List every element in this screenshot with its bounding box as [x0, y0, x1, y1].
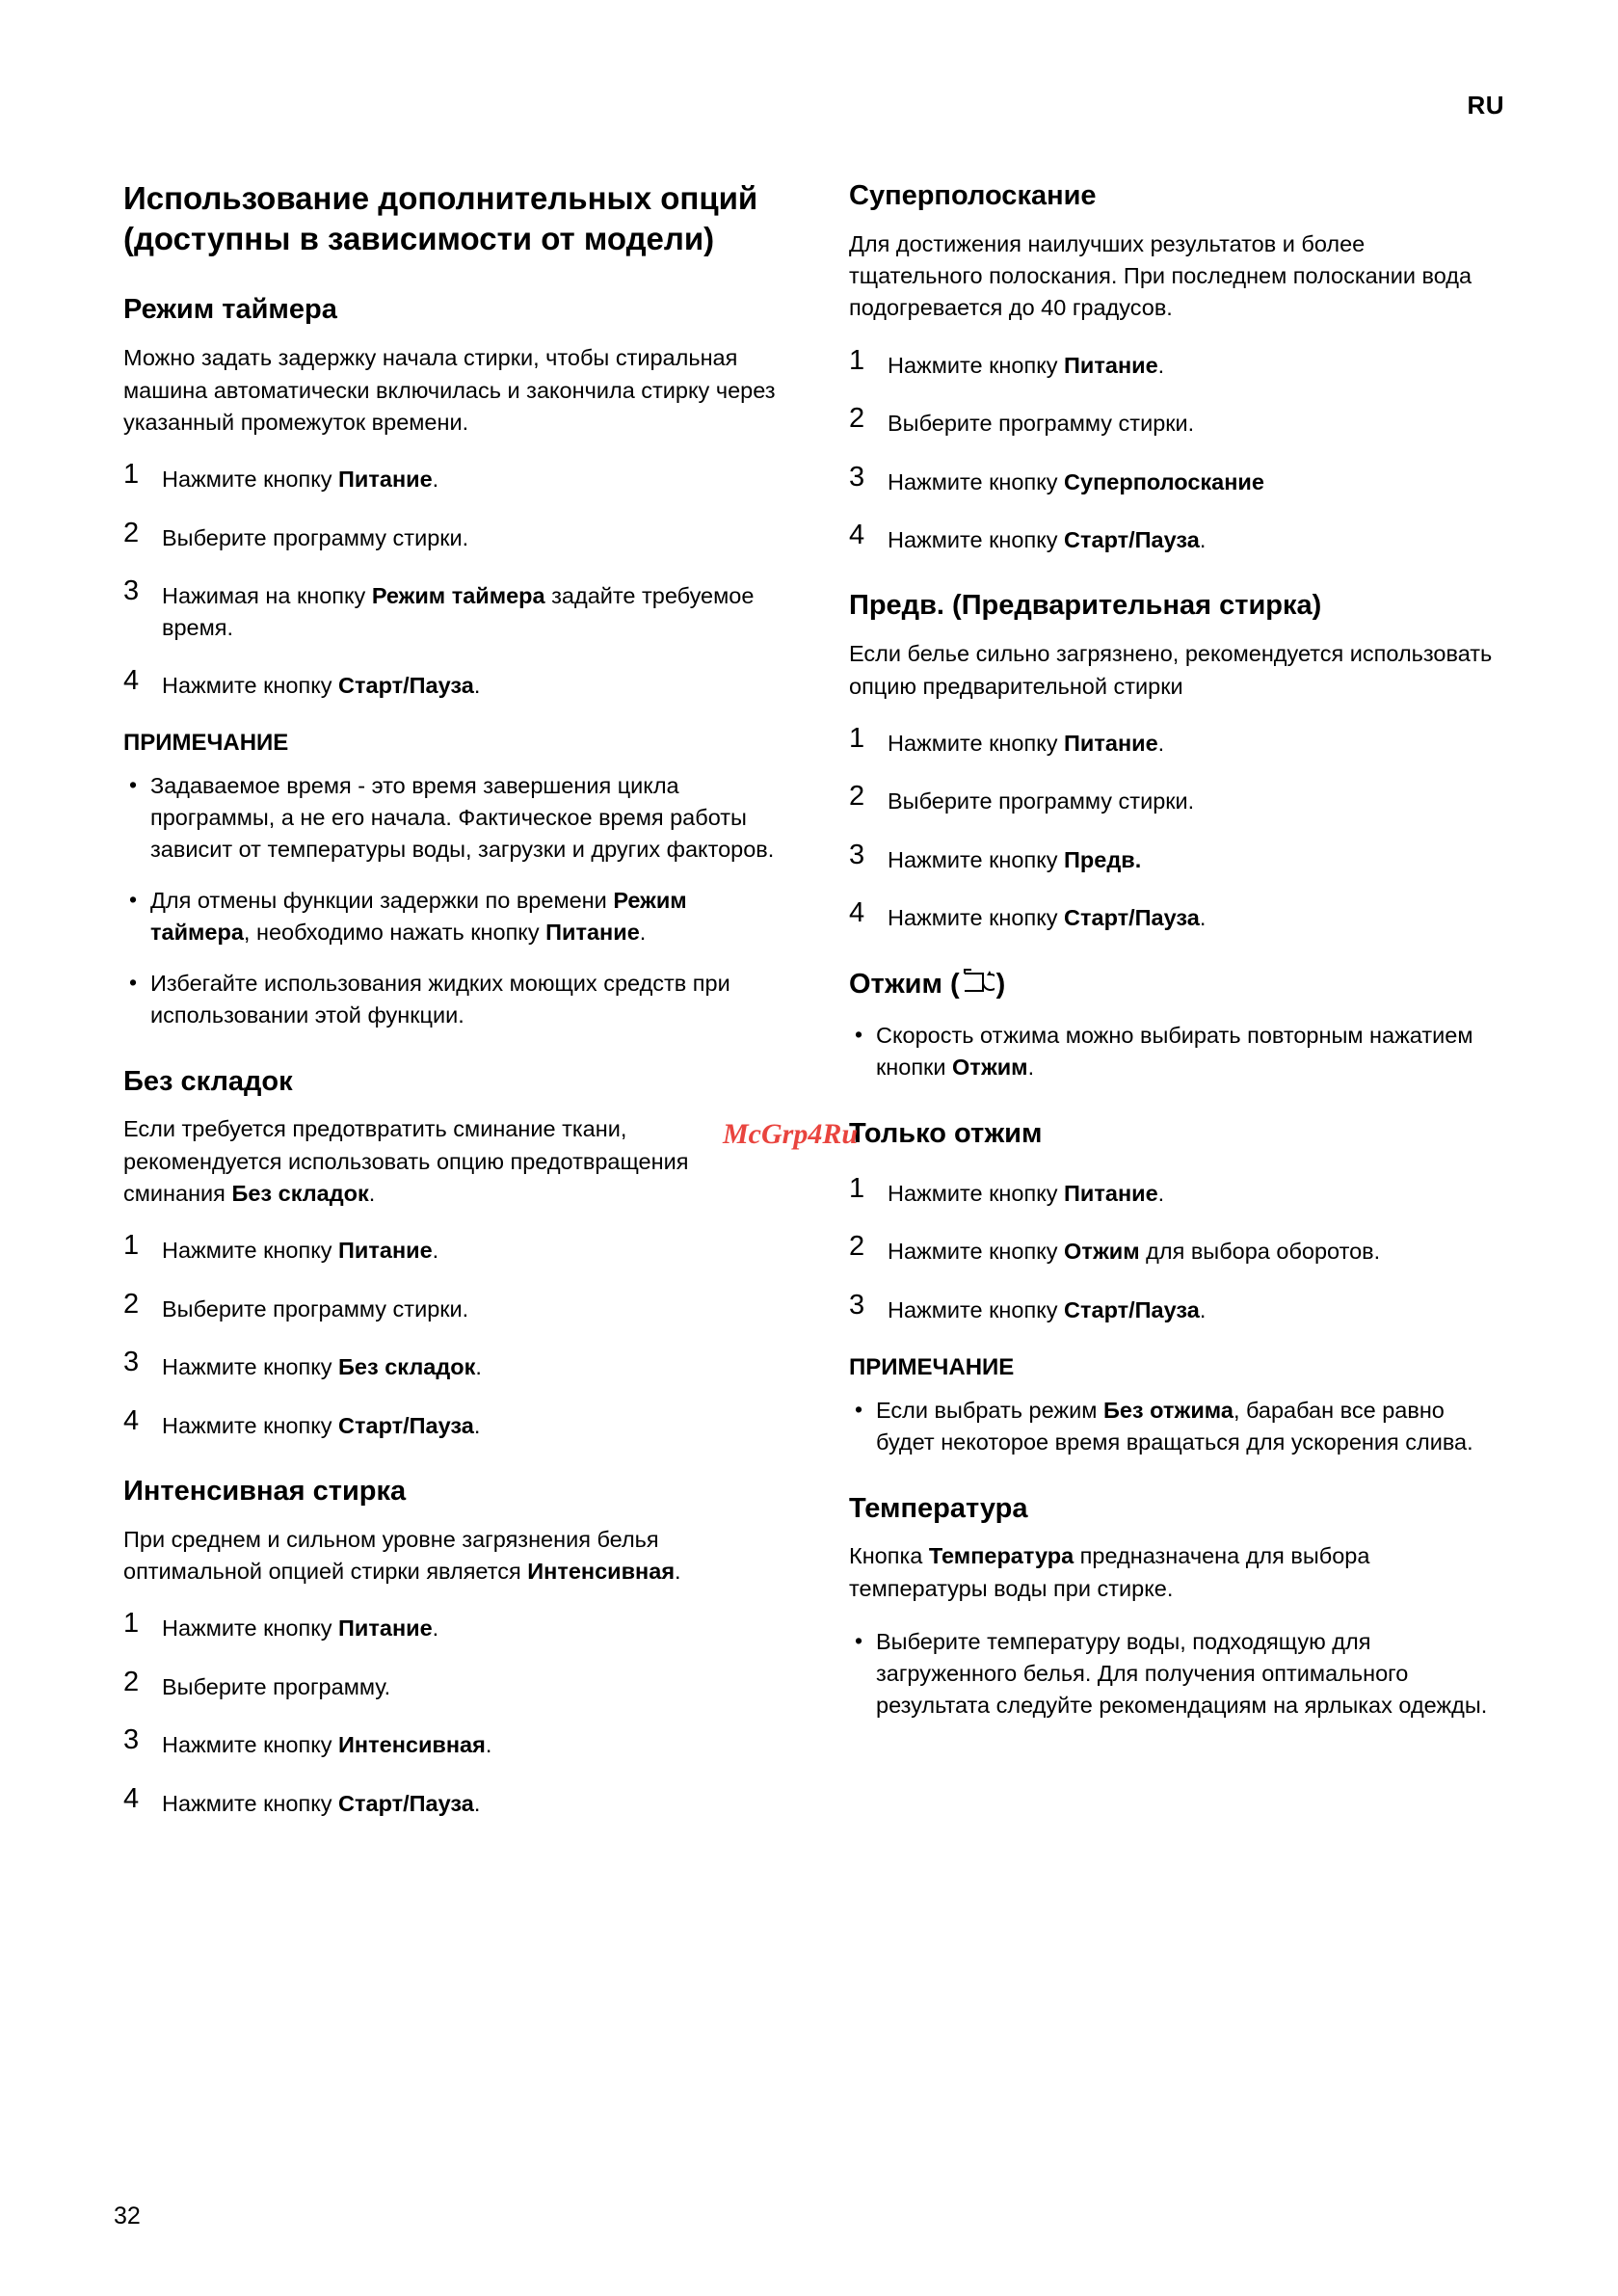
section-heading-spin-only: Только отжим: [849, 1118, 1043, 1150]
step-number: 3: [123, 1347, 140, 1378]
step-text-pre: Выберите программу стирки.: [888, 411, 1195, 437]
temperature-bullets: [849, 1626, 1501, 1722]
nocrease-intro-post: .: [368, 1180, 376, 1206]
note-item: [123, 770, 776, 866]
temperature-intro: [849, 1540, 1501, 1605]
note-item: • Выберите температуру воды, подходящую для загруженного белья. Для получения оптимального результата следуйте рекомендациям на ярлыках одежды.: [849, 1626, 1501, 1722]
step-text-pre: Нажмите кнопку: [888, 1180, 1065, 1206]
step-item: [849, 521, 1501, 555]
step-text-pre: Нажмите кнопку: [888, 1239, 1065, 1265]
intensive-intro-post: .: [675, 1559, 681, 1585]
step-text-pre: Выберите программу стирки.: [162, 1295, 469, 1322]
step-text-bold: Старт/Пауза: [1064, 1296, 1200, 1322]
step-text-pre: Нажмите кнопку: [162, 1790, 339, 1816]
step-text-post: .: [473, 1790, 481, 1816]
step-item: [123, 1231, 776, 1266]
note-pre: Избегайте использования жидких моющих средств при использовании этой функции.: [150, 970, 730, 1028]
step-text-post: .: [1157, 1180, 1165, 1206]
prewash-steps: [849, 724, 1501, 934]
step-item: [849, 1291, 1501, 1325]
step-number: 3: [123, 575, 140, 607]
step-item: [123, 666, 776, 701]
spin-heading-pre: Отжим (: [849, 968, 960, 1000]
step-number: 2: [123, 517, 140, 548]
note-pre: Задаваемое время - это время завершения цикла программы, а не его начала. Фактическое время работы зависит от температуры воды, загрузки и других факторов.: [150, 773, 775, 863]
step-item: [849, 463, 1501, 497]
step-item: [849, 841, 1501, 875]
step-text-bold: Старт/Пауза: [1064, 905, 1200, 931]
step-item: [123, 1406, 776, 1441]
temperature-intro-bold: Температура: [928, 1543, 1074, 1569]
step-text-post: .: [473, 672, 481, 698]
note-item: [849, 1395, 1501, 1458]
step-text-bold: Интенсивная: [338, 1732, 486, 1758]
step-text: [888, 841, 1141, 875]
step-text: [888, 782, 1194, 816]
step-number: 3: [849, 461, 865, 493]
right-column: [849, 178, 1501, 1842]
step-text-post: .: [432, 1238, 439, 1264]
step-text-pre: Выберите программу стирки.: [888, 788, 1195, 814]
language-tag: RU: [1467, 91, 1504, 120]
note-bold: Без отжима: [1102, 1397, 1233, 1423]
step-item: [123, 1784, 776, 1819]
intensive-steps: [123, 1609, 776, 1819]
step-number: 1: [849, 722, 865, 754]
step-text-post: .: [432, 467, 439, 493]
left-column: [123, 178, 776, 1842]
step-text: [162, 1668, 390, 1702]
step-item: [849, 404, 1501, 439]
note-post: .: [639, 919, 647, 945]
step-text-pre: Нажмите кнопку: [888, 905, 1065, 931]
step-text-pre: Нажмите кнопку: [162, 672, 339, 698]
step-item: [849, 782, 1501, 816]
step-text-post: .: [1199, 1296, 1207, 1322]
step-text: [888, 463, 1264, 497]
step-text-pre: Нажмите кнопку: [162, 1615, 339, 1642]
intensive-intro-bold: Интенсивная: [527, 1559, 676, 1585]
step-item: [123, 1609, 776, 1643]
note-heading: ПРИМЕЧАНИЕ: [849, 1353, 1015, 1380]
step-item: [849, 1174, 1501, 1209]
timer-notes: [123, 770, 776, 1030]
step-text-pre: Нажмите кнопку: [162, 467, 339, 493]
step-text-bold: Предв.: [1064, 846, 1142, 872]
step-text-pre: Выберите программу стирки.: [162, 524, 469, 550]
page-number: 32: [114, 2203, 141, 2229]
spin-only-steps: [849, 1174, 1501, 1325]
step-number: 2: [849, 781, 865, 813]
step-text: [888, 724, 1164, 759]
section-heading-superrinse: Суперполоскание: [849, 180, 1097, 211]
step-number: 2: [849, 1231, 865, 1263]
nocrease-intro-bold: Без складок: [231, 1180, 369, 1206]
prewash-intro: Если белье сильно загрязнено, рекомендуется использовать опцию предварительной стирки: [849, 641, 1493, 699]
section-heading-timer: Режим таймера: [123, 294, 337, 326]
step-text-post: .: [1199, 905, 1207, 931]
step-text: [162, 576, 776, 643]
note-bold: Режим таймера: [150, 888, 687, 945]
step-text-pre: Нажимая на кнопку: [162, 583, 372, 609]
step-text-bold: Питание: [338, 467, 433, 493]
step-text: [162, 1406, 480, 1441]
superrinse-intro: Для достижения наилучших результатов и более тщательного полоскания. При последнем полоскании вода подогревается до 40 градусов.: [849, 230, 1472, 321]
step-number: 4: [123, 664, 140, 696]
step-item: [849, 898, 1501, 933]
step-text-post: .: [473, 1412, 481, 1438]
step-number: 1: [123, 1608, 140, 1640]
step-number: 4: [849, 520, 865, 551]
temperature-intro-pre: Кнопка: [849, 1543, 929, 1569]
step-number: 4: [849, 897, 865, 929]
note-bold2: Питание: [545, 919, 640, 945]
step-item: [123, 519, 776, 553]
note-bold: Отжим: [952, 1055, 1028, 1081]
temperature-intro-post: предназначена для выбора температуры воды при стирке.: [849, 1543, 1370, 1601]
step-text: [162, 1609, 438, 1643]
step-item: [849, 346, 1501, 381]
step-item: [849, 724, 1501, 759]
step-text: [162, 460, 438, 494]
spin-icon: [962, 968, 995, 1007]
step-text: [888, 1291, 1206, 1325]
step-text: [162, 1231, 438, 1266]
step-text-pre: Нажмите кнопку: [888, 527, 1065, 553]
nocrease-intro-pre: Если требуется предотвратить сминание ткани, рекомендуется использовать опцию предотвращения сминания: [123, 1116, 689, 1206]
step-text-bold: Старт/Пауза: [338, 1412, 474, 1438]
step-text: [162, 666, 480, 701]
intensive-intro-pre: При среднем и сильном уровне загрязнения белья оптимальной опцией стирки является: [123, 1526, 659, 1585]
nocrease-steps: [123, 1231, 776, 1441]
step-text-bold: Питание: [338, 1615, 433, 1642]
step-number: 3: [849, 839, 865, 870]
step-text-pre: Нажмите кнопку: [888, 730, 1065, 756]
step-text-pre: Нажмите кнопку: [888, 1296, 1065, 1322]
timer-intro: Можно задать задержку начала стирки, чтобы стиральная машина автоматически включилась и закончила стирку через указанный промежуток времени.: [123, 345, 776, 435]
step-text-post: для выбора оборотов.: [1139, 1239, 1381, 1265]
step-text: [888, 898, 1206, 933]
step-text-bold: Питание: [1064, 1180, 1158, 1206]
step-text-pre: Нажмите кнопку: [888, 846, 1065, 872]
step-text-post: .: [1157, 352, 1165, 378]
step-text-pre: Нажмите кнопку: [888, 352, 1065, 378]
step-text-bold: Режим таймера: [371, 583, 545, 609]
step-text-bold: Питание: [338, 1238, 433, 1264]
step-text-post: .: [485, 1732, 492, 1758]
section-heading-prewash: Предв. (Предварительная стирка): [849, 590, 1322, 622]
step-item: [123, 1668, 776, 1702]
step-text: [162, 519, 468, 553]
note-post: .: [1027, 1055, 1035, 1081]
step-text: [888, 521, 1206, 555]
step-text-pre: Нажмите кнопку: [162, 1354, 339, 1380]
step-text-post: .: [1157, 730, 1165, 756]
step-text-bold: Старт/Пауза: [338, 1790, 474, 1816]
step-number: 3: [123, 1724, 140, 1756]
step-text-bold: Старт/Пауза: [1064, 527, 1200, 553]
step-text-pre: Нажмите кнопку: [888, 468, 1065, 494]
step-number: 2: [123, 1666, 140, 1697]
spin-heading-post: ): [995, 968, 1006, 1000]
step-number: 1: [123, 1230, 140, 1262]
note-item: [123, 885, 776, 948]
step-text-post: .: [1199, 527, 1207, 553]
step-text: [162, 1784, 480, 1819]
note-pre: Скорость отжима можно выбирать повторным нажатием кнопки: [876, 1023, 1473, 1081]
step-number: 3: [849, 1289, 865, 1321]
step-text-post: .: [475, 1354, 482, 1380]
step-text-bold: Суперполоскание: [1064, 468, 1264, 494]
step-number: 1: [849, 1172, 865, 1204]
step-number: 4: [123, 1782, 140, 1814]
note-pre: Для отмены функции задержки по времени: [150, 888, 614, 914]
section-heading-temperature: Температура: [849, 1492, 1028, 1524]
note-item: [123, 968, 776, 1031]
step-text-bold: Отжим: [1064, 1239, 1140, 1265]
step-text-post: задайте требуемое время.: [162, 583, 755, 640]
note-heading: ПРИМЕЧАНИЕ: [123, 730, 289, 757]
step-item: [123, 1290, 776, 1324]
step-text-bold: Старт/Пауза: [338, 672, 474, 698]
step-text-pre: Выберите программу.: [162, 1673, 391, 1699]
step-text: [888, 346, 1164, 381]
step-number: 1: [123, 459, 140, 491]
step-number: 2: [123, 1288, 140, 1320]
note-item: [849, 1020, 1501, 1083]
step-text-bold: Питание: [1064, 352, 1158, 378]
watermark: McGrp4Ru: [723, 1118, 859, 1150]
step-text: [888, 1232, 1380, 1267]
step-item: [123, 576, 776, 643]
step-text: [888, 404, 1194, 439]
step-text-bold: Без складок: [338, 1354, 476, 1380]
step-item: [849, 1232, 1501, 1267]
step-text: [162, 1290, 468, 1324]
step-number: 4: [123, 1404, 140, 1436]
section-heading-spin: [849, 967, 1501, 1007]
step-item: [123, 1348, 776, 1382]
step-number: 2: [849, 403, 865, 435]
intensive-intro: [123, 1524, 776, 1589]
step-number: 1: [849, 344, 865, 376]
step-text: [162, 1725, 491, 1760]
step-text: [162, 1348, 482, 1382]
section-heading-intensive: Интенсивная стирка: [123, 1476, 407, 1508]
spin-bullets: [849, 1020, 1501, 1083]
step-item: [123, 1725, 776, 1760]
step-item: [123, 460, 776, 494]
step-text-pre: Нажмите кнопку: [162, 1732, 339, 1758]
timer-steps: [123, 460, 776, 701]
note-post: , барабан все равно будет некоторое время вращаться для ускорения слива.: [876, 1397, 1473, 1455]
step-text-post: .: [432, 1615, 439, 1642]
spin-only-notes: [849, 1395, 1501, 1458]
superrinse-steps: [849, 346, 1501, 556]
note-pre: Если выбрать режим: [876, 1397, 1103, 1423]
section-heading-nocrease: Без складок: [123, 1065, 293, 1097]
page-columns: [123, 178, 1501, 1842]
step-text-pre: Нажмите кнопку: [162, 1412, 339, 1438]
step-text-pre: Нажмите кнопку: [162, 1238, 339, 1264]
step-text: [888, 1174, 1164, 1209]
nocrease-intro: [123, 1113, 776, 1210]
note-mid: , необходимо нажать кнопку: [243, 919, 546, 945]
page-title: Использование дополнительных опций (доступны в зависимости от модели): [123, 180, 758, 257]
step-text-bold: Питание: [1064, 730, 1158, 756]
